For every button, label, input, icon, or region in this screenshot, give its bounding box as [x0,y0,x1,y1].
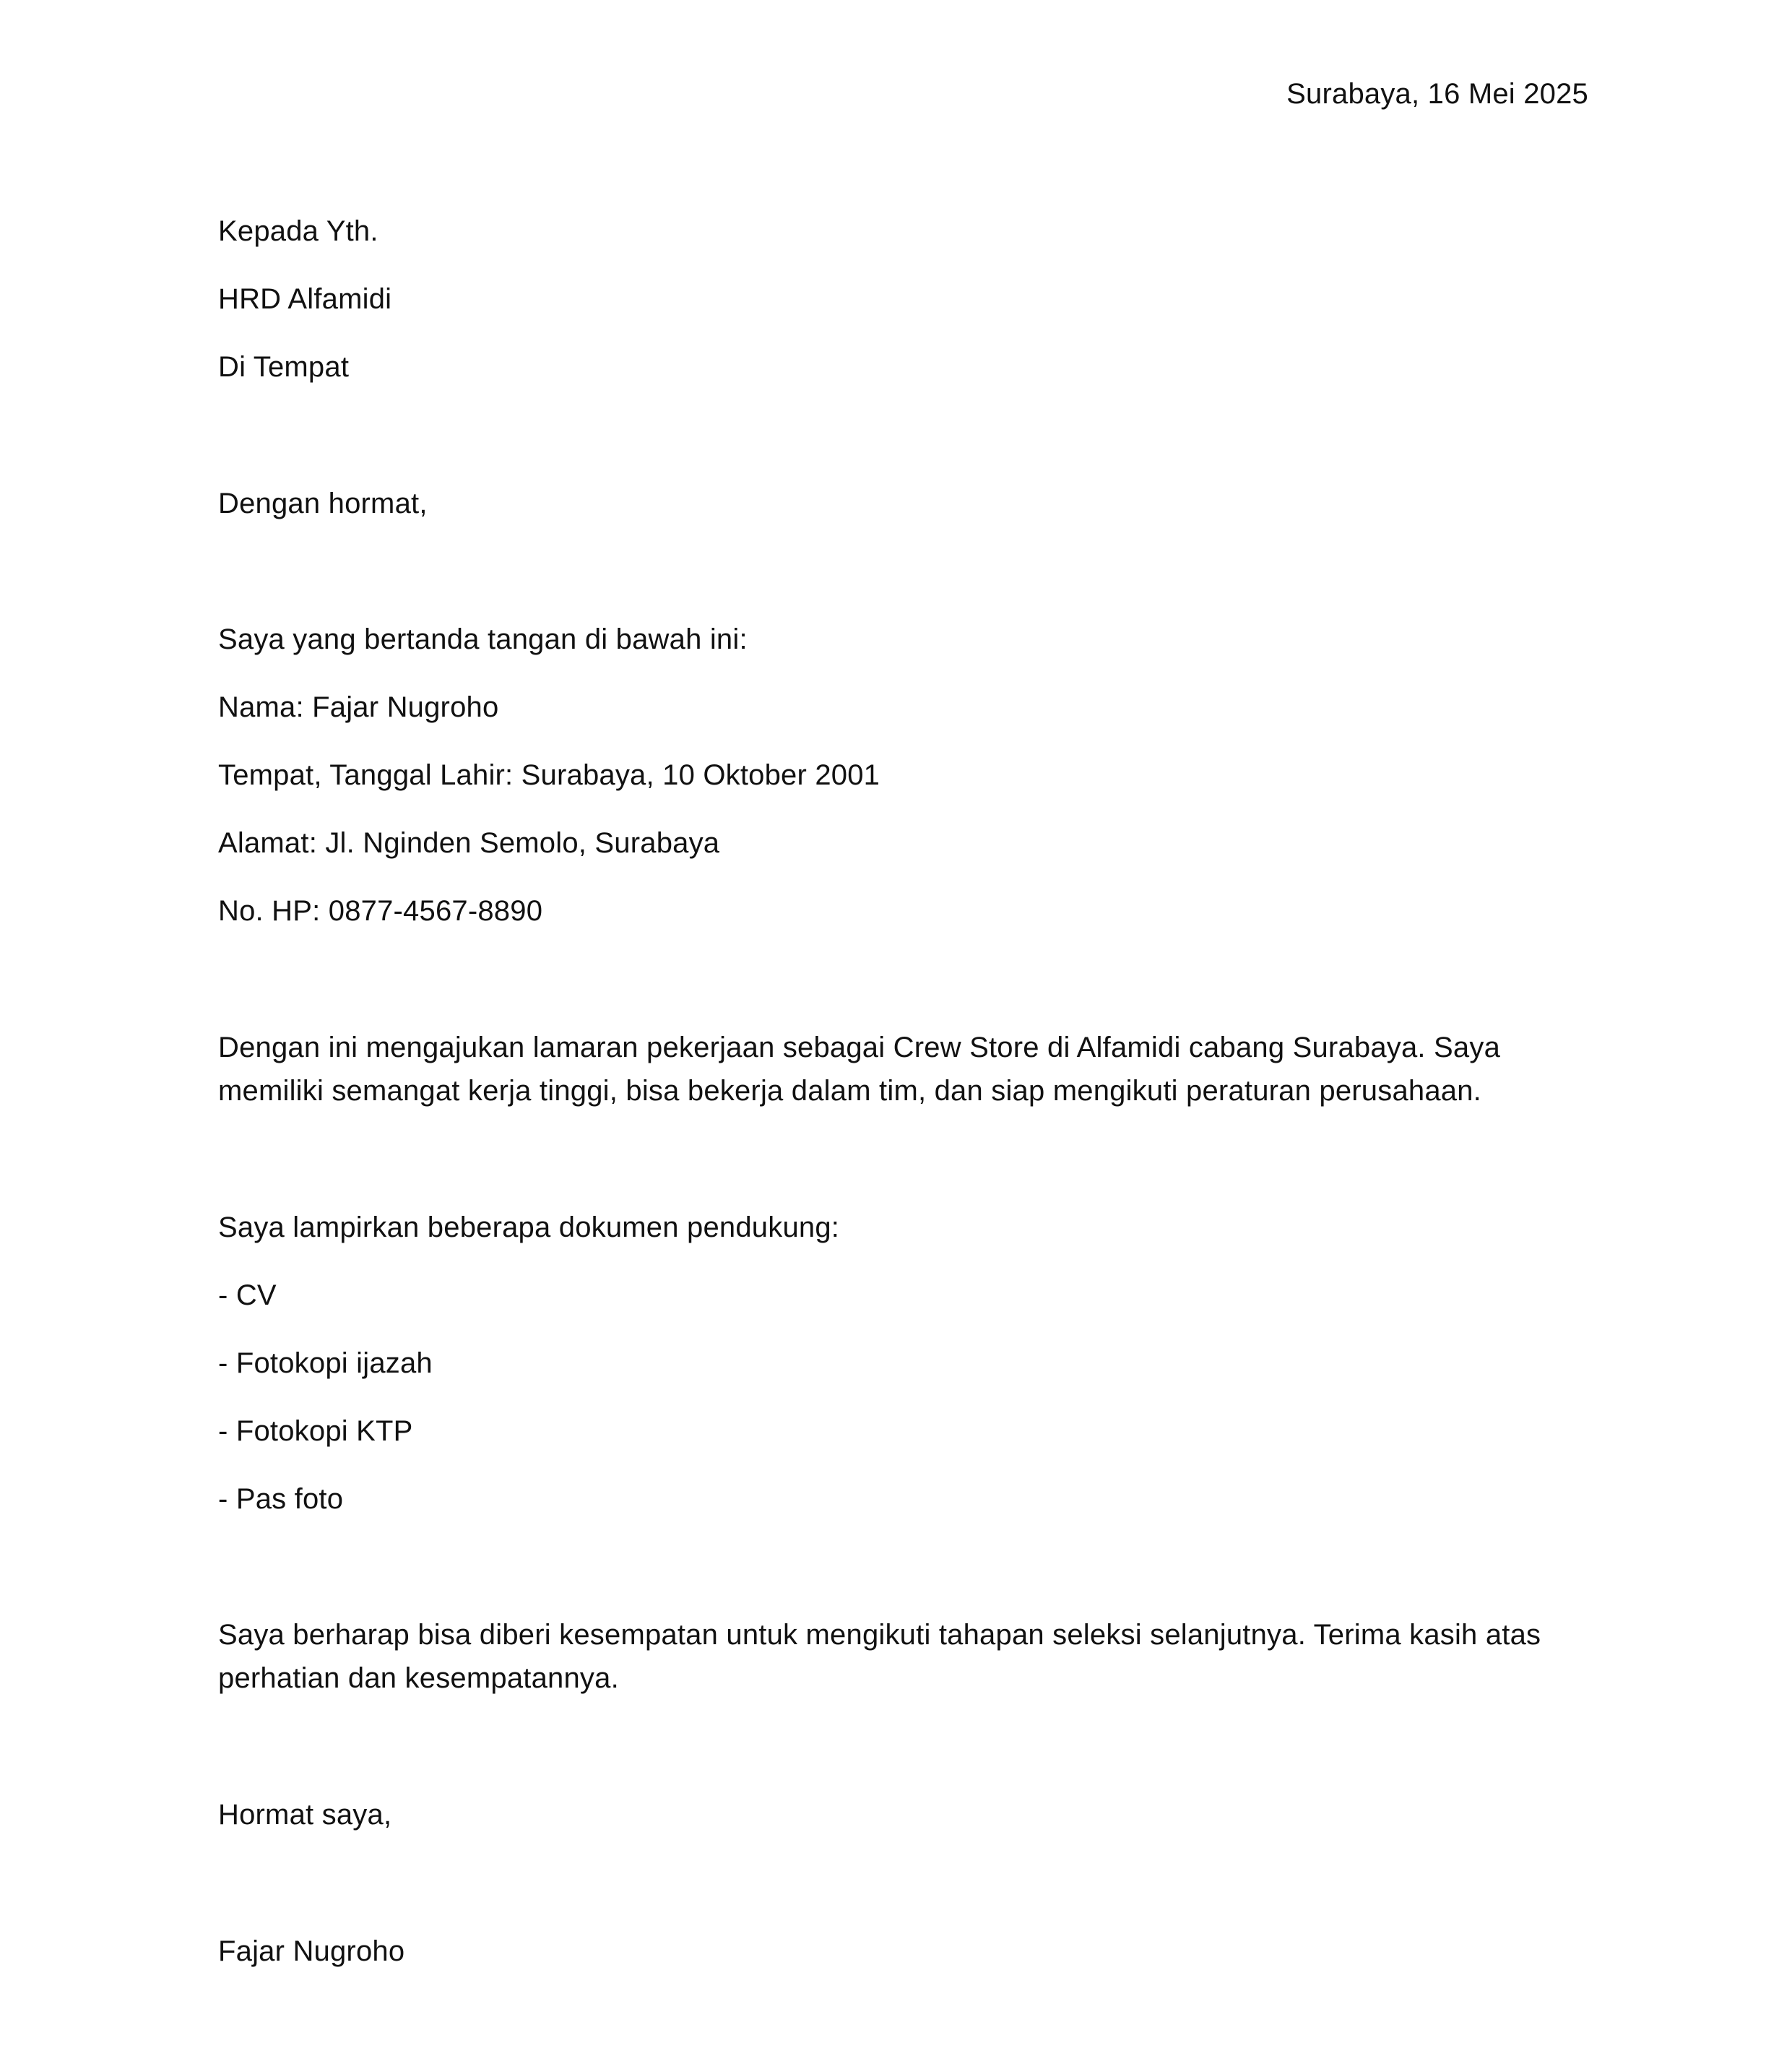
signature-name: Fajar Nugroho [218,1935,405,1967]
recipient-line-2: HRD Alfamidi [218,283,392,315]
attachment-item: - Fotokopi ijazah [218,1347,433,1379]
closing: Hormat saya, [218,1799,392,1831]
attachment-item: - Fotokopi KTP [218,1415,413,1447]
recipient-line-3: Di Tempat [218,351,350,383]
closing-paragraph: Saya berharap bisa diberi kesempatan untuk mengikuti tahapan seleksi selanjutnya. Terima kasih atas perhatian dan kesempatannya. [218,1619,1541,1694]
recipient-line-1: Kepada Yth. [218,215,378,247]
body-paragraph: Dengan ini mengajukan lamaran pekerjaan sebagai Crew Store di Alfamidi cabang Surabaya. Saya memiliki semangat kerja tinggi, bisa bekerja dalam tim, dan siap mengikuti peraturan perusahaan. [218,1032,1501,1107]
identity-birth: Tempat, Tanggal Lahir: Surabaya, 10 Oktober 2001 [218,759,880,791]
greeting: Dengan hormat, [218,488,428,519]
attachments-intro: Saya lampirkan beberapa dokumen pendukung: [218,1211,840,1243]
identity-name: Nama: Fajar Nugroho [218,691,499,723]
intro-line: Saya yang bertanda tangan di bawah ini: [218,623,748,655]
identity-address: Alamat: Jl. Nginden Semolo, Surabaya [218,827,720,859]
attachment-item: - Pas foto [218,1483,344,1515]
letter-date: Surabaya, 16 Mei 2025 [1286,78,1588,110]
identity-phone: No. HP: 0877-4567-8890 [218,895,543,927]
attachment-item: - CV [218,1279,277,1311]
